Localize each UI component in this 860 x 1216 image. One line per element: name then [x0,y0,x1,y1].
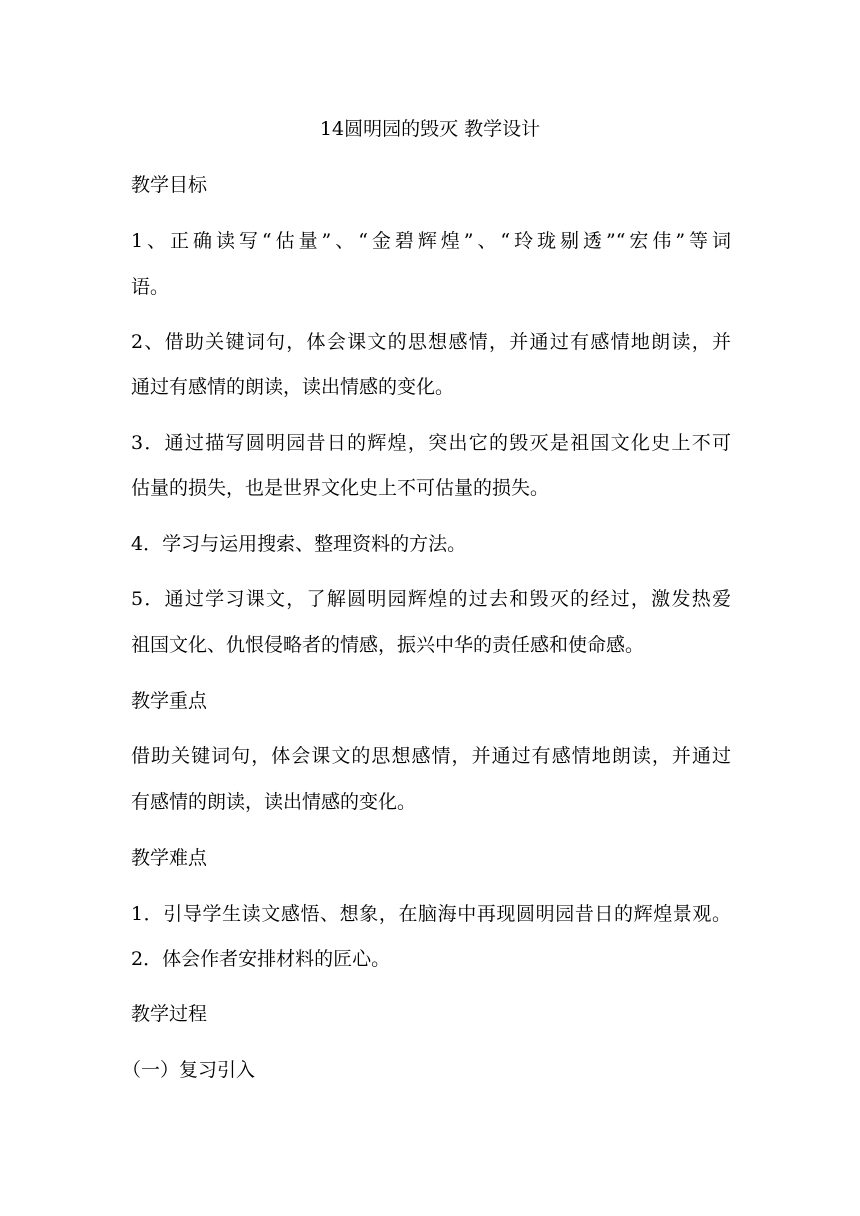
key-points-line-2: 有感情的朗读，读出情感的变化。 [131,791,417,813]
process-section-1: （一）复习引入 [122,1059,256,1081]
objective-3-line-1: 3．通过描写圆明园昔日的辉煌，突出它的毁灭是祖国文化史上不可 [131,432,731,454]
objective-1-line-2: 语。 [131,276,170,298]
difficulties-heading: 教学难点 [131,847,208,869]
document-title: 14圆明园的毁灭 教学设计 [319,118,541,140]
objective-3-line-2: 估量的损失，也是世界文化史上不可估量的损失。 [131,477,550,499]
key-points-line-1: 借助关键词句，体会课文的思想感情，并通过有感情地朗读，并通过 [131,745,731,767]
objective-1-line-1: 1、正确读写“估量”、“金碧辉煌”、“玲珑剔透”“宏伟”等词 [131,230,731,252]
objective-5-line-2: 祖国文化、仇恨侵略者的情感，振兴中华的责任感和使命感。 [131,634,645,656]
objective-2-line-1: 2、借助关键词句，体会课文的思想感情，并通过有感情地朗读，并 [131,331,731,353]
objective-2-line-2: 通过有感情的朗读，读出情感的变化。 [131,376,455,398]
objective-4: 4．学习与运用搜索、整理资料的方法。 [131,533,467,555]
objectives-heading: 教学目标 [131,174,208,196]
process-heading: 教学过程 [131,1003,208,1025]
difficulty-1: 1．引导学生读文感悟、想象，在脑海中再现圆明园昔日的辉煌景观。 [131,903,731,925]
difficulty-2: 2．体会作者安排材料的匠心。 [131,948,391,970]
key-points-heading: 教学重点 [131,690,208,712]
objective-5-line-1: 5．通过学习课文，了解圆明园辉煌的过去和毁灭的经过，激发热爱 [131,588,731,610]
